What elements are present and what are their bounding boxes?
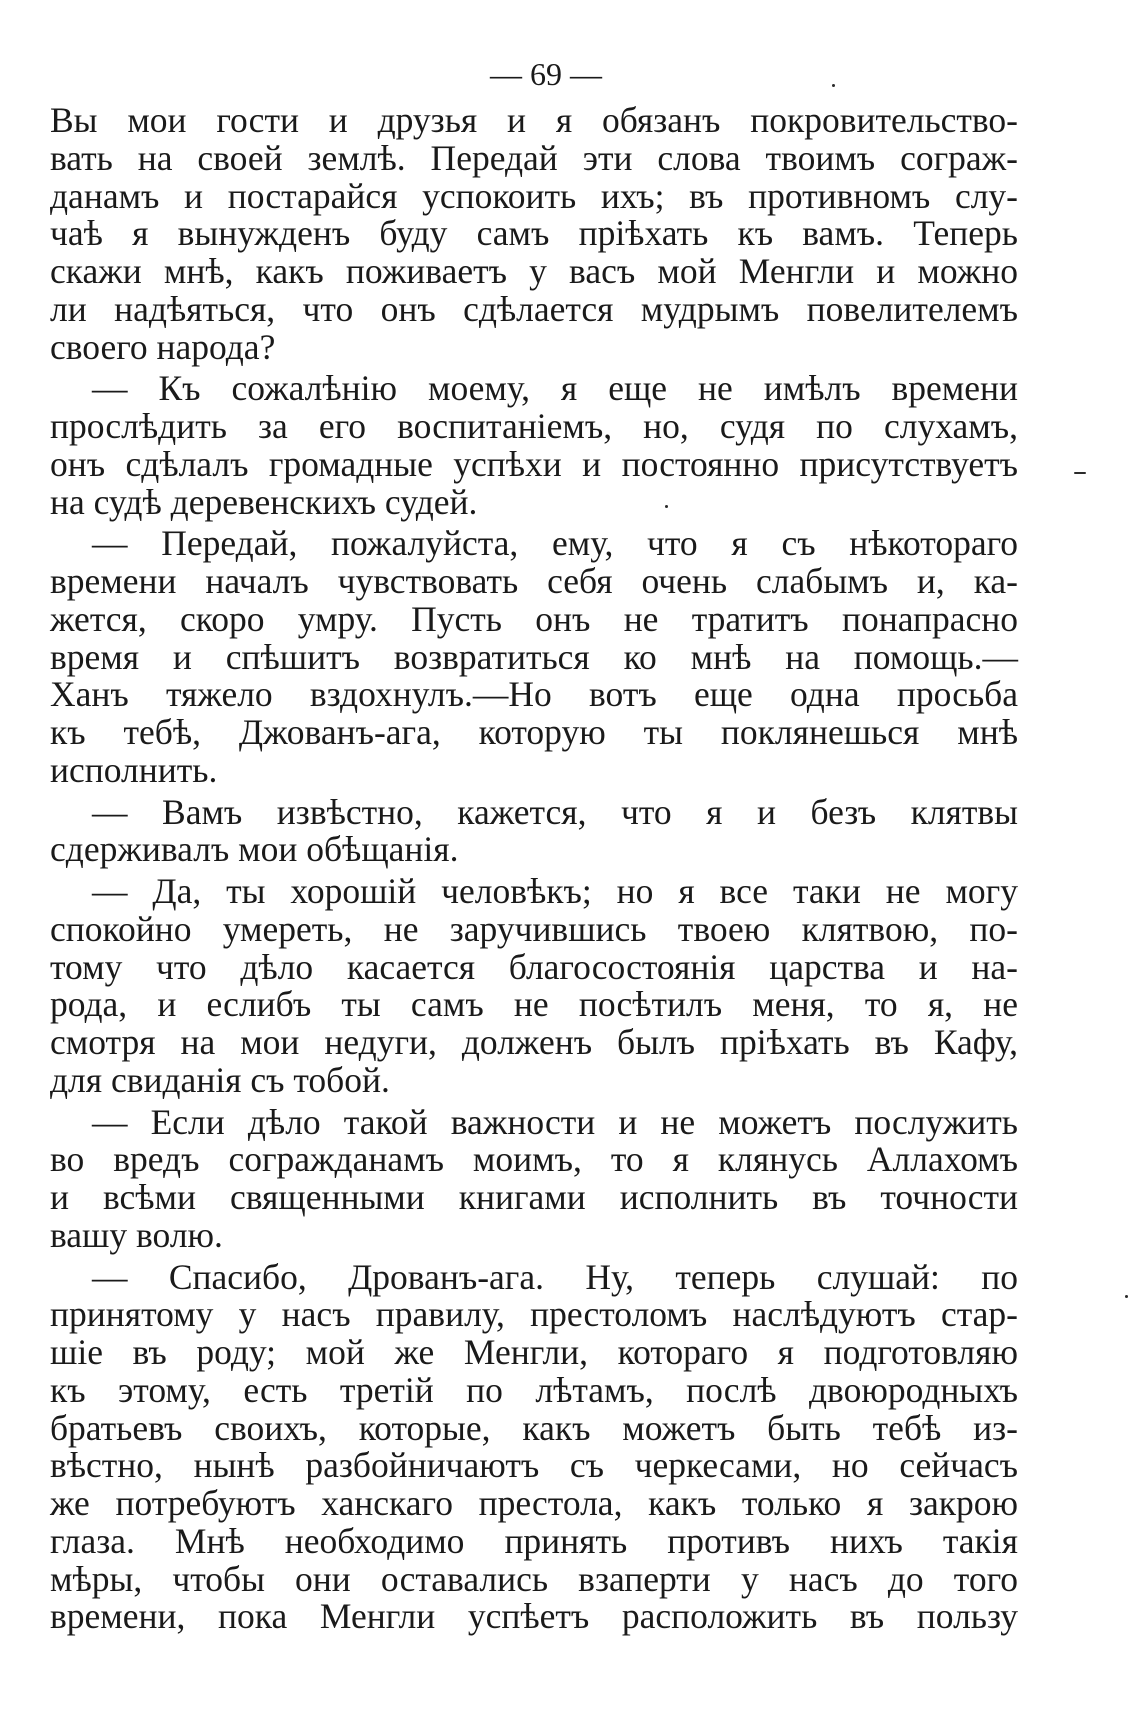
text-line: Ханъ тяжело вздохнулъ.—Но вотъ еще одна просьба (50, 674, 1018, 715)
text-line: смотря на мои недуги, долженъ былъ пріѣхать въ Кафу, (50, 1022, 1018, 1062)
text-line: сдерживалъ мои обѣщанія. (50, 829, 459, 870)
text-line: во вредъ согражданамъ моимъ, то я клянусь Аллахомъ (50, 1139, 1018, 1180)
text-line: скажи мнѣ, какъ поживаетъ у васъ мой Менгли и можно (50, 251, 1018, 291)
text-line: времени началъ чувствовать себя очень слабымъ и, ка- (50, 561, 1018, 601)
text-line: на судѣ деревенскихъ судей. (50, 481, 478, 522)
paragraph (50, 370, 1018, 521)
text-line: — Передай, пожалуйста, ему, что я съ нѣкотораго (92, 523, 1018, 564)
text-line: глаза. Мнѣ необходимо принять противъ нихъ такія (50, 1520, 1018, 1561)
text-line: время и спѣшитъ возвратиться ко мнѣ на помощь.— (50, 636, 1018, 677)
text-line: же потребуютъ ханскаго престола, какъ только я закрою (50, 1483, 1018, 1523)
text-line: данамъ и постарайся успокоить ихъ; въ противномъ слу- (50, 175, 1018, 216)
paragraph (50, 1256, 1018, 1637)
text-line: ли надѣяться, что онъ сдѣлается мудрымъ повелителемъ (50, 288, 1018, 329)
paragraph (50, 873, 1018, 1100)
page-number: — 69 — (490, 56, 602, 92)
page-body-text (50, 102, 1018, 1636)
text-line: вѣстно, нынѣ разбойничаютъ съ черкесами, но сейчасъ (50, 1445, 1018, 1486)
text-line: жется, скоро умру. Пусть онъ не тратитъ понапрасно (50, 598, 1018, 639)
text-line: шіе въ роду; мой же Менгли, котораго я подготовляю (50, 1332, 1018, 1372)
text-line: своего народа? (50, 326, 276, 367)
paragraph (50, 525, 1018, 789)
text-line: вашу волю. (50, 1214, 223, 1255)
text-line: принятому у насъ правилу, престоломъ наслѣдуютъ стар- (50, 1294, 1018, 1335)
print-speck (832, 84, 835, 87)
text-line: къ этому, есть третій по лѣтамъ, послѣ двоюродныхъ (50, 1369, 1018, 1410)
text-line: исполнить. (50, 749, 218, 790)
text-line: вать на своей землѣ. Передай эти слова твоимъ сограж- (50, 137, 1018, 178)
text-line: братьевъ своихъ, которые, какъ можетъ быть тебѣ из- (50, 1407, 1018, 1448)
text-line: онъ сдѣлалъ громадные успѣхи и постоянно присутствуетъ (50, 443, 1018, 484)
paragraph (50, 102, 1018, 366)
print-speck (1074, 472, 1086, 474)
text-line: — Если дѣло такой важности и не можетъ послужить (92, 1101, 1018, 1142)
text-line: — Спасибо, Дрованъ-ага. Ну, теперь слушай: по (92, 1256, 1018, 1297)
text-line: спокойно умереть, не заручившись твоею клятвою, по- (50, 908, 1018, 949)
text-line: Вы мои гости и друзья и я обязанъ покровительство- (50, 100, 1018, 140)
text-line: — Да, ты хорошій человѣкъ; но я все таки не могу (92, 871, 1018, 911)
paragraph (50, 1101, 1018, 1255)
paragraph (50, 791, 1018, 870)
print-speck (665, 505, 668, 508)
text-line: для свиданія съ тобой. (50, 1059, 390, 1100)
text-line: къ тебѣ, Джованъ-ага, которую ты поклянешься мнѣ (50, 712, 1018, 752)
text-line: и всѣми священными книгами исполнить въ точности (50, 1177, 1018, 1217)
text-line: — Вамъ извѣстно, кажется, что я и безъ клятвы (92, 791, 1018, 832)
print-speck (1125, 1295, 1128, 1298)
text-line: времени, пока Менгли успѣетъ расположить въ пользу (50, 1596, 1018, 1637)
text-line: рода, и еслибъ ты самъ не посѣтилъ меня, то я, не (50, 984, 1018, 1025)
text-line: — Къ сожалѣнію моему, я еще не имѣлъ времени (92, 368, 1018, 409)
book-page (50, 52, 1018, 1636)
text-line: прослѣдить за его воспитаніемъ, но, судя по слухамъ, (50, 406, 1018, 446)
text-line: чаѣ я вынужденъ буду самъ пріѣхать къ вамъ. Теперь (50, 213, 1018, 254)
text-line: тому что дѣло касается благосостоянія царства и на- (50, 946, 1018, 987)
text-line: мѣры, чтобы они оставались взаперти у насъ до того (50, 1558, 1018, 1599)
